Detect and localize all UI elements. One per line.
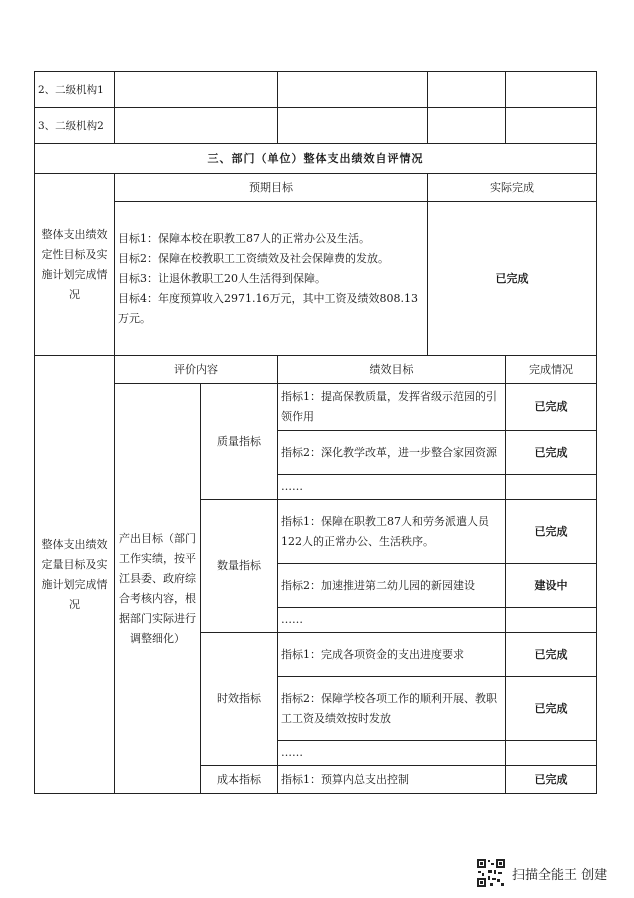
indicator-status: 已完成 [506,766,597,794]
goal-item: 目标1：保障本校在职教工87人的正常办公及生活。 [118,231,370,245]
indicator-text: …… [278,741,506,766]
indicator-status [506,608,597,633]
indicator-group-name: 时效指标 [201,633,278,766]
secondary-row-2 [35,108,597,144]
scanner-watermark [476,858,607,888]
secondary-row-1 [35,72,597,108]
indicator-text: 指标1：提高保教质量，发挥省级示范园的引领作用 [278,384,506,431]
output-target-label: 产出目标（部门工作实绩，按平江县委、政府综合考核内容，根据部门实际进行调整细化） [115,384,201,794]
completion-status-header: 完成情况 [506,356,597,384]
qualitative-header-row [35,174,597,202]
empty-cell [115,108,278,144]
evaluation-content-header: 评价内容 [115,356,278,384]
indicator-status: 已完成 [506,633,597,677]
qualitative-row-label: 整体支出绩效定性目标及实施计划完成情况 [35,174,115,356]
indicator-text: …… [278,608,506,633]
expected-goals-cell [115,202,428,356]
indicator-text: 指标1：保障在职教工87人和劳务派遣人员122人的正常办公、生活秩序。 [278,500,506,564]
indicator-status: 已完成 [506,384,597,431]
quantitative-row-label: 整体支出绩效定量目标及实施计划完成情况 [35,356,115,794]
section-title-row [35,144,597,174]
empty-cell [428,108,506,144]
indicator-text: 指标2：深化教学改革，进一步整合家园资源 [278,431,506,475]
indicator-text: 指标2：加速推进第二幼儿园的新园建设 [278,564,506,608]
secondary-label: 2、二级机构1 [35,72,115,108]
indicator-status [506,475,597,500]
empty-cell [506,72,597,108]
quantitative-header-row [35,356,597,384]
indicator-status: 建设中 [506,564,597,608]
qr-code-icon [476,858,506,888]
expected-goal-header: 预期目标 [115,174,428,202]
indicator-row [35,384,597,431]
empty-cell [428,72,506,108]
indicator-status: 已完成 [506,431,597,475]
goal-item: 目标2：保障在校教职工工资绩效及社会保障费的发放。 [118,251,389,265]
indicator-text: …… [278,475,506,500]
secondary-label: 3、二级机构2 [35,108,115,144]
indicator-text: 指标1：完成各项资金的支出进度要求 [278,633,506,677]
indicator-text: 指标2：保障学校各项工作的顺利开展、教职工工资及绩效按时发放 [278,677,506,741]
indicator-group-name: 质量指标 [201,384,278,500]
qualitative-body-row [35,202,597,356]
performance-evaluation-table [34,71,597,794]
empty-cell [278,108,428,144]
indicator-text: 指标1：预算内总支出控制 [278,766,506,794]
watermark-text: 扫描全能王 创建 [512,867,608,883]
indicator-group-name: 数量指标 [201,500,278,633]
indicator-status [506,741,597,766]
goal-item: 目标4：年度预算收入2971.16万元，其中工资及绩效808.13万元。 [118,291,418,325]
goal-item: 目标3：让退休教职工20人生活得到保障。 [118,271,326,285]
indicator-group-name: 成本指标 [201,766,278,794]
indicator-status: 已完成 [506,500,597,564]
empty-cell [115,72,278,108]
performance-target-header: 绩效目标 [278,356,506,384]
empty-cell [278,72,428,108]
empty-cell [506,108,597,144]
section-title: 三、部门（单位）整体支出绩效自评情况 [35,144,597,174]
indicator-status: 已完成 [506,677,597,741]
actual-completion-value: 已完成 [428,202,597,356]
actual-completion-header: 实际完成 [428,174,597,202]
